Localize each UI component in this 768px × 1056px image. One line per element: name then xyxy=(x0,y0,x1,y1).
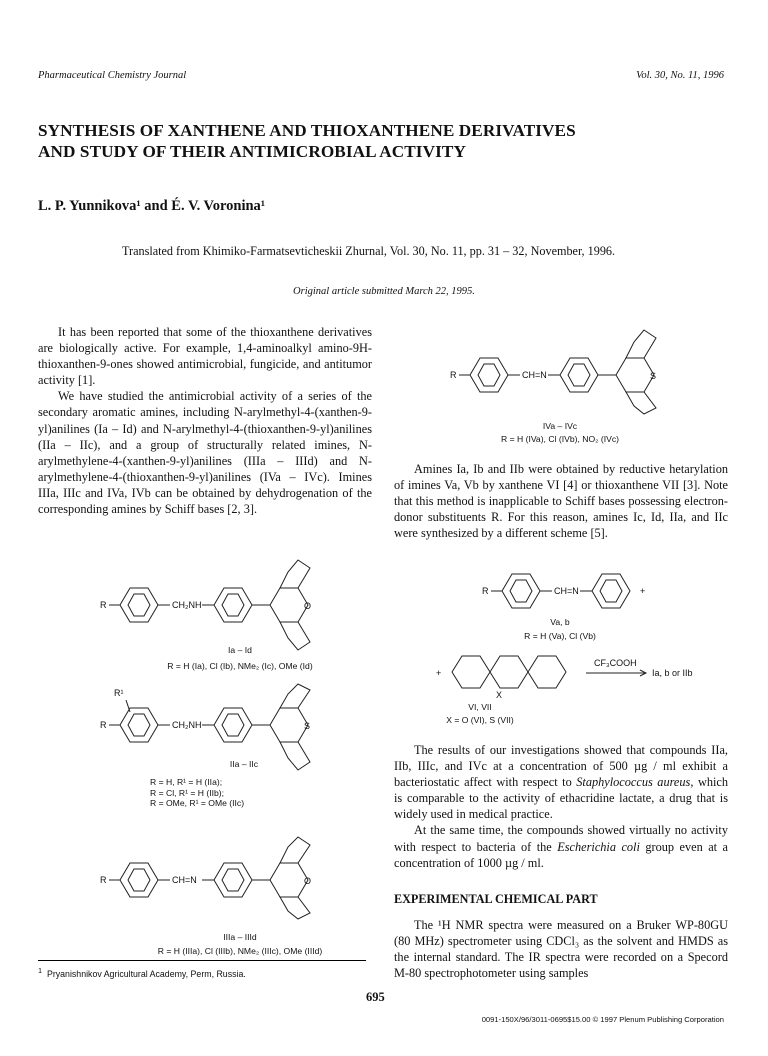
plus-sign: + xyxy=(640,586,646,596)
plus-sign: + xyxy=(436,668,442,678)
paragraph xyxy=(394,822,728,870)
r-label: R xyxy=(450,370,457,380)
hetero-atom: O xyxy=(304,876,312,886)
section-heading: EXPERIMENTAL CHEMICAL PART xyxy=(394,892,598,906)
submission-date: Original article submitted March 22, 1995. xyxy=(293,286,475,297)
substituent: R = H, R¹ = H (IIa); xyxy=(150,777,223,787)
substituent: R = Cl, R¹ = H (IIb); xyxy=(150,787,225,798)
article-title xyxy=(38,120,738,162)
structure-iva-ivc xyxy=(450,328,690,418)
translation-note: Translated from Khimiko-Farmatsevticheskii Zhurnal, Vol. 30, No. 11, pp. 31 – 32, November, 1996. xyxy=(122,244,616,258)
footnote-mark: 1 xyxy=(38,966,43,975)
left-column-text xyxy=(38,324,372,517)
text-run: , which is comparable to the activity of ethacridine lactate, a drug that is widely used in medical practice. xyxy=(394,775,728,822)
r-label: R xyxy=(100,875,107,885)
structure-id: Ia – Id xyxy=(228,645,252,655)
link-label: CH₂NH xyxy=(172,720,202,730)
r-label: R xyxy=(100,720,107,730)
authors: L. P. Yunnikova¹ and É. V. Voronina¹ xyxy=(38,198,266,214)
hetero-atom: S xyxy=(304,721,311,731)
paragraph: It has been reported that some of the thioxanthene derivatives are biologically active. For example, 1,4-aminoalkyl amino-9H-thioxanthen-9-ones showed antimicrobial, fungicide, and antitumor activity [1]. xyxy=(38,325,372,388)
structure-iiia-iiid xyxy=(100,835,340,925)
footnote xyxy=(38,966,246,979)
structure-id: IVa – IVc xyxy=(542,421,578,431)
link-label: CH=N xyxy=(554,586,579,596)
link-label: CH=N xyxy=(172,875,197,885)
text-run: At the same time, the compounds showed virtually no activity with respect to bacteria of the xyxy=(394,823,728,854)
hetero-atom: O xyxy=(304,601,312,611)
r1-label: R¹ xyxy=(114,688,124,698)
page-number: 695 xyxy=(366,990,385,1004)
text-run: group even at a concentration of 1000 µg / ml. xyxy=(394,839,729,870)
structure-id: Va, b xyxy=(550,617,570,627)
structure-id: VI, VII xyxy=(468,702,492,712)
structure-substituents: R = H (Ia), Cl (Ib), NMe₂ (Ic), OMe (Id) xyxy=(167,661,313,671)
link-label: CH₂NH xyxy=(172,600,202,610)
r-label: R xyxy=(100,600,107,610)
paragraph: We have studied the antimicrobial activity of a series of the secondary aromatic amines, including N-arylmethyl-4-(xanthen-9-yl)anilines (Ia – Id) and N-arylmethyl-4-(thioxanthen-9-yl)anilines (IIa – IIc), and a group of structurally related imines, N-arylmethylene-4-(xanthen-9-yl)anilines (IIIa – IIId) and N-arylmethylene-4-(thioxanthen-9-yl)anilines (IVa – IVc). Imines IIIa, IIIc and IVa, IVb can be obtained by dehydrogenation of the corresponding amines by Schiff bases [2, 3]. xyxy=(38,389,372,517)
species-name: Staphylococcus aureus xyxy=(576,775,691,790)
journal-name: Pharmaceutical Chemistry Journal xyxy=(38,70,187,81)
r-label: R xyxy=(482,586,489,596)
right-column-text-3 xyxy=(394,917,728,981)
substituent: R = OMe, R¹ = OMe (IIc) xyxy=(150,798,245,808)
journal-volume: Vol. 30, No. 11, 1996 xyxy=(636,70,724,81)
structure-substituents: R = H (IIIa), Cl (IIIb), NMe₂ (IIIc), OMe (IIId) xyxy=(157,946,323,956)
link-label: CH=N xyxy=(522,370,547,380)
species-name: Escherichia coli xyxy=(557,839,640,854)
paragraph xyxy=(394,742,728,822)
structure-va-vb xyxy=(482,572,702,622)
product-label: Ia, b or IIb xyxy=(652,668,693,678)
reagent-label: CF₃COOH xyxy=(594,658,637,668)
paragraph: The ¹H NMR spectra were measured on a Bruker WP-80GU (80 MHz) spectrometer using CDCl₃ as the solvent and HMDS as the internal standard. The IR spectra were recorded on a Specord M-80 spectrophotometer using samples xyxy=(394,918,728,981)
structure-substituents: X = O (VI), S (VII) xyxy=(446,715,514,725)
structure-substituents: R = H (IVa), Cl (IVb), NO₂ (IVc) xyxy=(500,434,619,444)
title-line-2: AND STUDY OF THEIR ANTIMICROBIAL ACTIVITY xyxy=(38,142,466,161)
title-line-1: SYNTHESIS OF XANTHENE AND THIOXANTHENE DERIVATIVES xyxy=(38,121,576,140)
text-run: The results of our investigations showed that compounds IIa, IIb, IIIc, and IVc at a concentration of 500 µg / ml exhibit a bacteriostatic affect with respect to xyxy=(394,743,728,790)
structure-id: IIa – IIc xyxy=(229,759,259,769)
paragraph: Amines Ia, Ib and IIb were obtained by reductive hetarylation of imines Va, Vb by xanthene VI [4] or thioxanthene VII [3]. Note that this method is inapplicable to Schiff bases possessing electron-donor substituents R. For this reason, amines Ic, Id, IIa, and IIc were synthesized by a different scheme [5]. xyxy=(394,462,728,541)
structure-id: IIIa – IIId xyxy=(223,932,257,942)
structure-vi-vii xyxy=(436,652,736,702)
right-column-text-2 xyxy=(394,742,728,871)
right-column-text-1 xyxy=(394,461,728,541)
copyright-line: 0091-150X/96/3011-0695$15.00 © 1997 Plenum Publishing Corporation xyxy=(481,1015,724,1024)
x-label: X xyxy=(496,690,503,700)
footnote-rule xyxy=(38,960,366,961)
hetero-atom: S xyxy=(650,371,657,381)
substituent-list xyxy=(150,777,244,809)
structure-substituents: R = H (Va), Cl (Vb) xyxy=(524,631,596,641)
footnote-text: Pryanishnikov Agricultural Academy, Perm, Russia. xyxy=(46,968,246,979)
